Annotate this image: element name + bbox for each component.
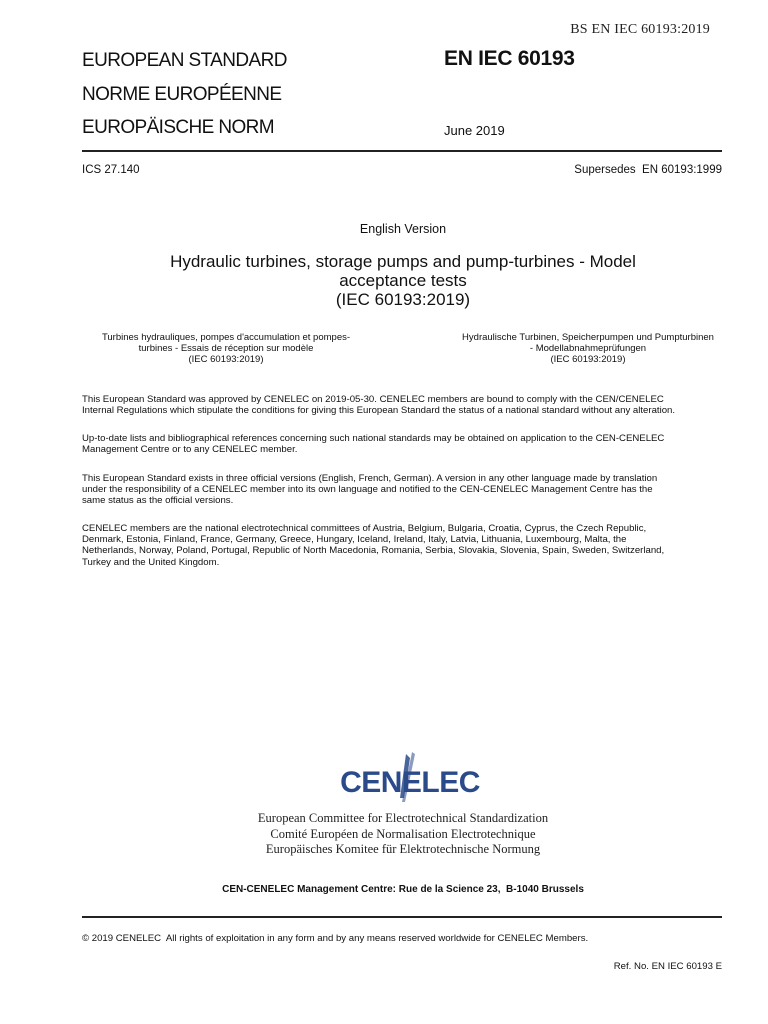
german-title-line: (IEC 60193:2019): [550, 354, 626, 365]
versions-paragraph: [82, 473, 727, 507]
approval-paragraph: [82, 394, 727, 416]
paragraph-line: under the responsibility of a CENELEC member into its own language and notified to the CEN-CENELEC Management Centre has the: [82, 484, 653, 496]
french-title-line: turbines - Essais de réception sur modèle: [138, 343, 314, 354]
title-line: Hydraulic turbines, storage pumps and pump-turbines - Model: [170, 252, 636, 271]
language-version: English Version: [359, 222, 447, 236]
paragraph-line: This European Standard exists in three official versions (English, French, German). A version in any other language made by translation: [82, 473, 658, 484]
standard-label-fr: NORME EUROPÉENNE: [82, 84, 282, 105]
copyright-notice: © 2019 CENELEC All rights of exploitation in any form and by any means reserved worldwide for CENELEC Members.: [82, 933, 589, 944]
title-line: acceptance tests: [339, 271, 467, 290]
organization-name-fr: Comité Européen de Normalisation Electrotechnique: [270, 826, 536, 841]
cenelec-logo: [340, 752, 480, 804]
paragraph-line: same status as the official versions.: [82, 495, 234, 507]
document-title: [100, 252, 706, 309]
french-title-line: (IEC 60193:2019): [188, 354, 264, 365]
supersedes-note: Supersedes EN 60193:1999: [574, 164, 722, 176]
references-paragraph: [82, 433, 727, 455]
paragraph-line: Up-to-date lists and bibliographical references concerning such national standards may be obtained on application to the CEN-CENELEC: [82, 433, 665, 444]
paragraph-line: Turkey and the United Kingdom.: [82, 556, 220, 568]
top-divider: [82, 150, 722, 152]
paragraph-line: Internal Regulations which stipulate the conditions for giving this European Standard the status of a national standard without any alteration.: [82, 405, 676, 417]
reference-number: Ref. No. EN IEC 60193 E: [613, 961, 722, 972]
standard-label-en: EUROPEAN STANDARD: [82, 50, 287, 71]
french-title-line: Turbines hydrauliques, pompes d'accumulation et pompes-: [101, 332, 351, 343]
organization-name-de: Europäisches Komitee für Elektrotechnische Normung: [265, 842, 541, 856]
svg-text:CENELEC: CENELEC: [340, 766, 480, 799]
management-centre-address: CEN-CENELEC Management Centre: Rue de la Science 23, B-1040 Brussels: [222, 884, 584, 895]
paragraph-line: Denmark, Estonia, Finland, France, Germany, Greece, Hungary, Iceland, Ireland, Italy, Latvia, Lithuania, Luxembourg, Malta, the: [82, 534, 627, 546]
paragraph-line: Netherlands, Norway, Poland, Portugal, Republic of North Macedonia, Romania, Serbia, Slovakia, Slovenia, Spain, Sweden, Switzerland,: [82, 545, 665, 557]
german-title: [444, 332, 732, 365]
standard-number: EN IEC 60193: [444, 47, 575, 70]
bottom-divider: [82, 916, 722, 918]
ics-code: ICS 27.140: [82, 164, 140, 176]
bs-reference: BS EN IEC 60193:2019: [570, 22, 710, 37]
title-line: (IEC 60193:2019): [335, 290, 471, 309]
french-title: [82, 332, 370, 365]
paragraph-line: CENELEC members are the national electrotechnical committees of Austria, Belgium, Bulgaria, Croatia, Cyprus, the Czech Republic,: [82, 523, 647, 534]
organization-name-en: European Committee for Electrotechnical Standardization: [257, 811, 549, 825]
members-paragraph: [82, 523, 727, 568]
paragraph-line: This European Standard was approved by CENELEC on 2019-05-30. CENELEC members are bound to comply with the CEN/CENELEC: [82, 394, 664, 405]
organization-names: [0, 811, 768, 858]
paragraph-line: Management Centre or to any CENELEC member.: [82, 444, 298, 456]
publication-date: June 2019: [444, 123, 505, 138]
standard-label-de: EUROPÄISCHE NORM: [82, 117, 275, 138]
german-title-line: Hydraulische Turbinen, Speicherpumpen und Pumpturbinen: [462, 332, 714, 343]
german-title-line: - Modellabnahmeprüfungen: [529, 343, 647, 354]
